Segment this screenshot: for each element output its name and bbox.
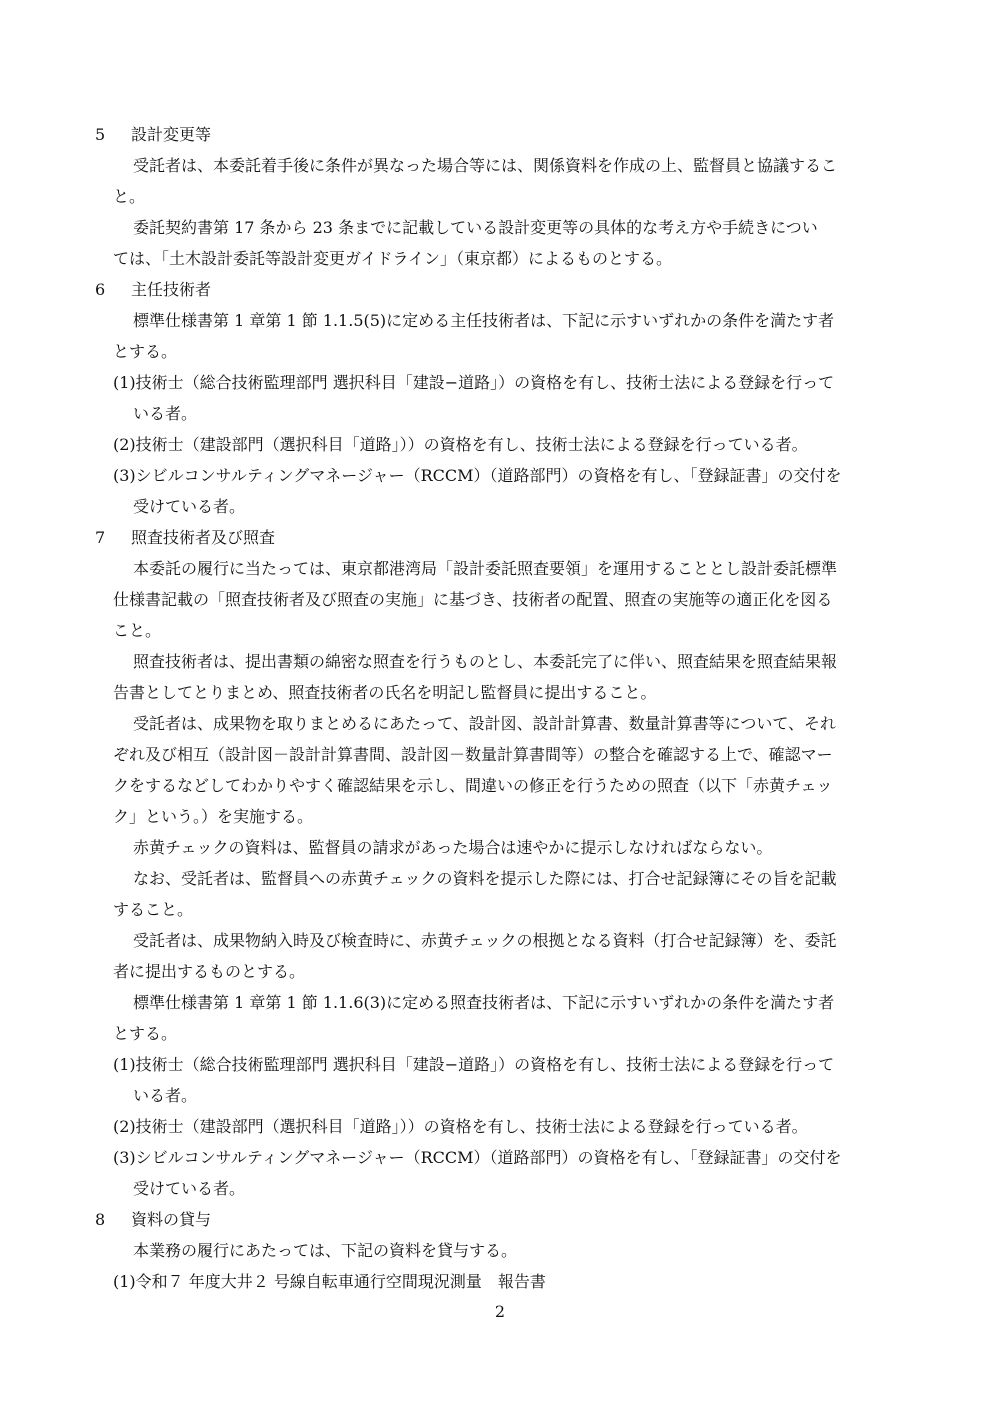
paragraph-line: 受託者は、本委託着手後に条件が異なった場合等には、関係資料を作成の上、監督員と協議するこ xyxy=(133,156,838,175)
list-item-line: いる者。 xyxy=(133,404,198,423)
paragraph-line: 本業務の履行にあたっては、下記の資料を貸与する。 xyxy=(133,1241,518,1260)
paragraph-line: 者に提出するものとする。 xyxy=(113,962,306,981)
list-item-line: (2)技術士（建設部門（選択科目「道路」））の資格を有し、技術士法による登録を行っている者。 xyxy=(113,435,808,454)
section-number: 7 xyxy=(95,528,106,547)
paragraph-line: 受託者は、成果物を取りまとめるにあたって、設計図、設計計算書、数量計算書等について、それ xyxy=(133,714,837,733)
paragraph-line: 標準仕様書第 1 章第 1 節 1.1.5(5)に定める主任技術者は、下記に示すいずれかの条件を満たす者 xyxy=(133,311,835,330)
list-item-line: いる者。 xyxy=(133,1086,198,1105)
paragraph-line: とする。 xyxy=(113,342,178,361)
section-title: 設計変更等 xyxy=(131,125,212,144)
section-heading xyxy=(0,274,1000,305)
paragraph-line: こと。 xyxy=(113,621,162,640)
paragraph-line: 照査技術者は、提出書類の綿密な照査を行うものとし、本委託完了に伴い、照査結果を照査結果報 xyxy=(133,652,838,671)
section-title: 資料の貸与 xyxy=(131,1210,212,1229)
paragraph-line: ク」という。）を実施する。 xyxy=(113,807,314,826)
paragraph-line: と。 xyxy=(113,187,146,206)
section-heading xyxy=(0,119,1000,150)
section-title: 照査技術者及び照査 xyxy=(131,528,276,547)
list-item-line: (1)令和７ 年度大井２ 号線自転車通行空間現況測量 報告書 xyxy=(113,1272,546,1291)
section-title: 主任技術者 xyxy=(131,280,212,299)
section-heading xyxy=(0,1204,1000,1235)
section-number: 8 xyxy=(95,1210,106,1229)
page-number: 2 xyxy=(494,1302,506,1321)
paragraph-line: 受託者は、成果物納入時及び検査時に、赤黄チェックの根拠となる資料（打合せ記録簿）を、委託 xyxy=(133,931,837,950)
paragraph-line: 仕様書記載の「照査技術者及び照査の実施」に基づき、技術者の配置、照査の実施等の適正化を図る xyxy=(113,590,833,609)
paragraph-line: 告書としてとりまとめ、照査技術者の氏名を明記し監督員に提出すること。 xyxy=(113,683,657,702)
list-item-line: 受けている者。 xyxy=(133,1179,246,1198)
section-number: 5 xyxy=(95,125,106,144)
list-item-line: 受けている者。 xyxy=(133,497,246,516)
document-body xyxy=(0,119,1000,1297)
list-item-line: (3)シビルコンサルティングマネージャー（RCCM）（道路部門）の資格を有し、「登録証書」の交付を xyxy=(113,1148,842,1167)
list-item-line: (2)技術士（建設部門（選択科目「道路」））の資格を有し、技術士法による登録を行っている者。 xyxy=(113,1117,808,1136)
paragraph-line: 本委託の履行に当たっては、東京都港湾局「設計委託照査要領」を運用することとし設計委託標準 xyxy=(133,559,838,578)
paragraph-line: ぞれ及び相互（設計図－設計計算書間、設計図－数量計算書間等）の整合を確認する上で、確認マー xyxy=(113,745,833,764)
list-item-line: (1)技術士（総合技術監理部門 選択科目「建設−道路」）の資格を有し、技術士法による登録を行って xyxy=(113,373,835,392)
section-heading xyxy=(0,522,1000,553)
paragraph-line: クをするなどしてわかりやすく確認結果を示し、間違いの修正を行うための照査（以下「赤黄チェッ xyxy=(113,776,833,795)
paragraph-line: 委託契約書第 17 条から 23 条までに記載している設計変更等の具体的な考え方や手続きについ xyxy=(133,218,818,237)
section-number: 6 xyxy=(95,280,106,299)
paragraph-line: ては、「土木設計委託等設計変更ガイドライン」（東京都）によるものとする。 xyxy=(113,249,673,268)
paragraph-line: 標準仕様書第 1 章第 1 節 1.1.6(3)に定める照査技術者は、下記に示すいずれかの条件を満たす者 xyxy=(133,993,835,1012)
list-item-line: (1)技術士（総合技術監理部門 選択科目「建設−道路」）の資格を有し、技術士法による登録を行って xyxy=(113,1055,835,1074)
paragraph-line: 赤黄チェックの資料は、監督員の請求があった場合は速やかに提示しなければならない。 xyxy=(133,838,773,857)
paragraph-line: とする。 xyxy=(113,1024,178,1043)
list-item-line: (3)シビルコンサルティングマネージャー（RCCM）（道路部門）の資格を有し、「登録証書」の交付を xyxy=(113,466,842,485)
paragraph-line: なお、受託者は、監督員への赤黄チェックの資料を提示した際には、打合せ記録簿にその旨を記載 xyxy=(133,869,837,888)
paragraph-line: すること。 xyxy=(113,900,194,919)
